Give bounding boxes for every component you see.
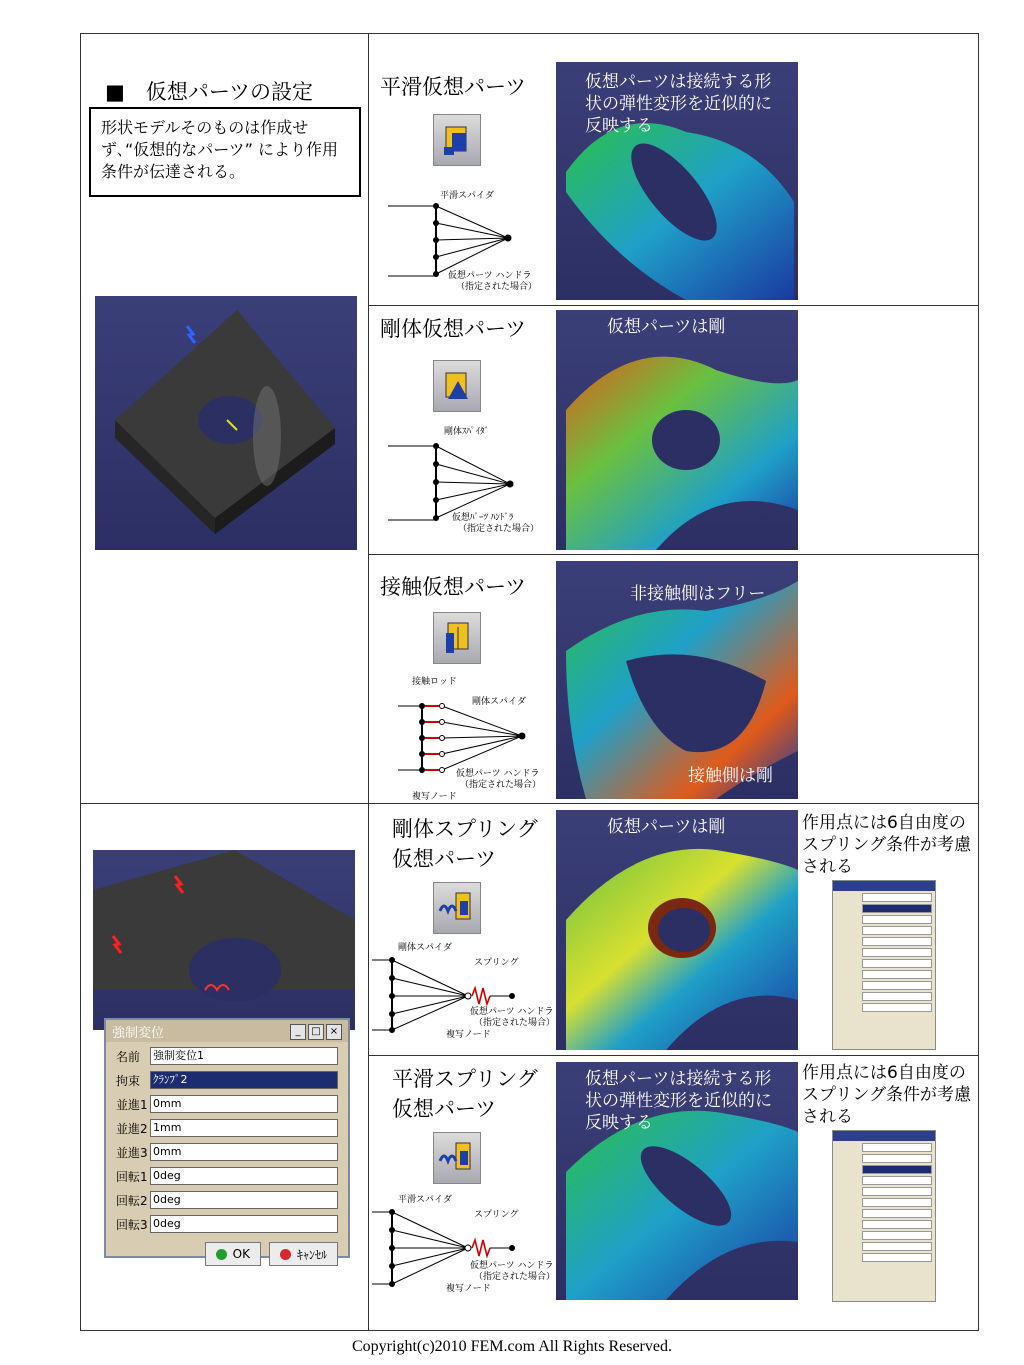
row2-label-spider: 剛体ｽﾊﾟｲﾀﾞ	[444, 427, 490, 437]
mini-label	[836, 992, 862, 1001]
mini-row	[836, 1209, 932, 1218]
maximize-icon[interactable]: □	[308, 1024, 324, 1040]
mini-dialog-title-bar	[833, 1131, 935, 1141]
field-label: 並進2	[116, 1121, 148, 1136]
mini-label	[836, 926, 862, 935]
mini-value	[862, 1187, 932, 1196]
field-label: 回転3	[116, 1217, 148, 1232]
translation3-field[interactable]: 0mm	[150, 1143, 338, 1161]
row4-label-spider: 剛体スパイダ	[398, 943, 453, 953]
mini-row	[836, 1176, 932, 1185]
mini-row	[836, 1231, 932, 1240]
mini-value	[862, 1003, 932, 1012]
mini-label	[836, 1242, 862, 1251]
mini-row	[836, 937, 932, 946]
forced-displacement-dialog	[104, 1018, 350, 1262]
mini-row	[836, 981, 932, 990]
rotation2-field[interactable]: 0deg	[150, 1191, 338, 1209]
dialog-title-bar	[106, 1020, 348, 1042]
row5-label-specified: （指定された場合）	[474, 1272, 556, 1282]
mini-value	[862, 1165, 932, 1174]
mini-label	[836, 1198, 862, 1207]
field-row-translation3	[116, 1142, 338, 1162]
mini-value	[862, 948, 932, 957]
row4-overlay-text: 仮想パーツは剛	[607, 817, 726, 837]
copyright-text: Copyright(c)2010 FEM.com All Rights Reserved.	[352, 1338, 672, 1355]
mini-label	[836, 948, 862, 957]
mini-label	[836, 1209, 862, 1218]
field-row-translation1	[116, 1094, 338, 1114]
row5-spring-dialog-thumbnail	[832, 1130, 936, 1302]
mini-row	[836, 992, 932, 1001]
mini-value	[862, 1143, 932, 1152]
cancel-icon	[280, 1249, 291, 1260]
table-divider-h1	[368, 305, 979, 306]
ok-button[interactable]	[205, 1242, 261, 1266]
row5-label-spider: 平滑スパイダ	[398, 1195, 453, 1205]
mini-row	[836, 1242, 932, 1251]
mini-row	[836, 1253, 932, 1262]
row5-overlay-text: 仮想パーツは接続する形状の弾性変形を近似的に反映する	[585, 1069, 772, 1133]
row4-spring-dialog-thumbnail	[832, 880, 936, 1050]
cancel-label: ｷｬﾝｾﾙ	[296, 1247, 327, 1262]
minimize-icon[interactable]: _	[290, 1024, 306, 1040]
table-border-left	[80, 33, 81, 1331]
row3-overlay-top: 非接触側はフリー	[630, 584, 766, 604]
row5-title-line2: 仮想パーツ	[392, 1097, 497, 1121]
mini-value	[862, 1242, 932, 1251]
table-divider-vertical	[368, 33, 369, 1331]
mini-row	[836, 1187, 932, 1196]
row4-side-note: 作用点には6自由度のスプリング条件が考慮される	[802, 813, 971, 877]
row1-label-spider: 平滑スパイダ	[440, 191, 495, 201]
table-divider-h2	[368, 554, 979, 555]
row4-label-handler: 仮想パーツ ハンドラ	[470, 1007, 554, 1017]
mini-label	[836, 1187, 862, 1196]
table-divider-h4	[368, 1055, 979, 1056]
row4-fem-image	[556, 810, 798, 1050]
row3-title: 接触仮想パーツ	[380, 575, 527, 599]
row5-title-line1: 平滑スプリング	[392, 1067, 538, 1091]
table-border-bottom	[80, 1330, 979, 1331]
mini-row	[836, 959, 932, 968]
mini-value	[862, 959, 932, 968]
ok-label: OK	[232, 1247, 250, 1261]
row2-title: 剛体仮想パーツ	[380, 317, 527, 341]
row5-label-spring: スプリング	[474, 1210, 519, 1220]
mini-label	[836, 893, 862, 902]
row3-overlay-bottom: 接触側は剛	[688, 766, 773, 786]
translation2-field[interactable]: 1mm	[150, 1119, 338, 1137]
mini-label	[836, 959, 862, 968]
mini-value	[862, 1209, 932, 1218]
mini-value	[862, 992, 932, 1001]
row3-label-spider: 剛体スパイダ	[472, 697, 527, 707]
mini-value	[862, 1220, 932, 1229]
mini-label	[836, 1003, 862, 1012]
mini-row	[836, 1154, 932, 1163]
row5-side-note: 作用点には6自由度のスプリング条件が考慮される	[802, 1063, 971, 1127]
mini-label	[836, 1143, 862, 1152]
rigid-spring-virtual-part-icon[interactable]	[433, 882, 481, 934]
rotation1-field[interactable]: 0deg	[150, 1167, 338, 1185]
row4-label-spring: スプリング	[474, 958, 519, 968]
mini-row	[836, 1143, 932, 1152]
mini-label	[836, 1176, 862, 1185]
mini-value	[862, 1198, 932, 1207]
field-label: 並進1	[116, 1097, 148, 1112]
mini-label	[836, 981, 862, 990]
mini-value	[862, 926, 932, 935]
description-box	[89, 107, 361, 197]
table-border-top	[80, 33, 979, 34]
row2-overlay-text: 仮想パーツは剛	[607, 317, 726, 337]
field-label: 回転2	[116, 1193, 148, 1208]
ok-icon	[216, 1249, 227, 1260]
mini-row	[836, 926, 932, 935]
mini-row	[836, 970, 932, 979]
row2-label-specified: （指定された場合）	[458, 524, 540, 534]
field-label: 拘束	[116, 1073, 141, 1088]
mini-dialog-title-bar	[833, 881, 935, 891]
row3-label-rod: 接触ロッド	[412, 677, 457, 687]
translation1-field[interactable]: 0mm	[150, 1095, 338, 1113]
field-label: 回転1	[116, 1169, 148, 1184]
mini-value	[862, 981, 932, 990]
row1-title: 平滑仮想パーツ	[380, 75, 527, 99]
mini-label	[836, 937, 862, 946]
window-controls	[288, 1023, 342, 1040]
mini-label	[836, 915, 862, 924]
mini-label	[836, 1165, 862, 1174]
row1-overlay-text: 仮想パーツは接続する形状の弾性変形を近似的に反映する	[585, 72, 772, 136]
row3-label-copy-node: 複写ノード	[412, 792, 457, 802]
mini-row	[836, 904, 932, 913]
mini-label	[836, 1253, 862, 1262]
dialog-title: 強制変位	[112, 1025, 165, 1041]
field-row-rotation2	[116, 1190, 338, 1210]
plate-spring-image	[93, 850, 355, 1030]
mini-value	[862, 970, 932, 979]
field-row-name	[116, 1046, 338, 1066]
row2-label-handler: 仮想ﾊﾟｰﾂ ﾊﾝﾄﾞﾗ	[452, 513, 514, 523]
mini-label	[836, 1154, 862, 1163]
mini-value	[862, 904, 932, 913]
constraint-field[interactable]: ｸﾗﾝﾌﾟ2	[150, 1071, 338, 1089]
field-row-translation2	[116, 1118, 338, 1138]
table-border-right	[978, 33, 979, 1331]
mini-value	[862, 915, 932, 924]
row3-label-specified: （指定された場合）	[460, 780, 542, 790]
contact-virtual-part-icon[interactable]	[433, 612, 481, 664]
mini-row	[836, 915, 932, 924]
row5-label-handler: 仮想パーツ ハンドラ	[470, 1261, 554, 1271]
mini-value	[862, 937, 932, 946]
rigid-virtual-part-icon[interactable]	[433, 360, 481, 412]
row4-label-copy-node: 複写ノード	[446, 1030, 491, 1040]
mini-label	[836, 1231, 862, 1240]
smooth-spring-virtual-part-icon[interactable]	[433, 1132, 481, 1184]
row3-label-handler: 仮想パーツ ハンドラ	[456, 769, 540, 779]
field-row-rotation1	[116, 1166, 338, 1186]
mini-row	[836, 1003, 932, 1012]
field-row-constraint	[116, 1070, 338, 1090]
mini-value	[862, 1154, 932, 1163]
dialog-button-row	[106, 1242, 338, 1266]
mini-value	[862, 893, 932, 902]
smooth-virtual-part-icon[interactable]	[433, 114, 481, 166]
field-label: 並進3	[116, 1145, 148, 1160]
mini-row	[836, 1220, 932, 1229]
mini-value	[862, 1231, 932, 1240]
mini-label	[836, 904, 862, 913]
section-heading: ■ 仮想パーツの設定	[105, 80, 314, 104]
close-icon[interactable]: ×	[326, 1024, 342, 1040]
row1-label-handler: 仮想パーツ ハンドラ	[448, 271, 532, 281]
row5-label-copy-node: 複写ノード	[446, 1284, 491, 1294]
field-row-rotation3	[116, 1214, 338, 1234]
mini-row	[836, 1198, 932, 1207]
table-divider-h3	[80, 803, 979, 804]
description-text: 形状モデルそのものは作成せず､“仮想的なパーツ” により作用条件が伝達される。	[101, 118, 339, 181]
row1-label-specified: （指定された場合）	[456, 282, 538, 292]
rotation3-field[interactable]: 0deg	[150, 1215, 338, 1233]
mini-row	[836, 948, 932, 957]
row4-label-specified: （指定された場合）	[474, 1018, 556, 1028]
row2-fem-image	[556, 310, 798, 550]
mini-row	[836, 1165, 932, 1174]
mini-row	[836, 893, 932, 902]
name-field[interactable]: 強制変位1	[150, 1047, 338, 1065]
mini-label	[836, 970, 862, 979]
plate-model-image	[95, 296, 357, 550]
mini-value	[862, 1253, 932, 1262]
row4-title-line1: 剛体スプリング	[392, 817, 538, 841]
field-label: 名前	[116, 1049, 141, 1064]
mini-label	[836, 1220, 862, 1229]
cancel-button[interactable]	[269, 1242, 338, 1266]
mini-value	[862, 1176, 932, 1185]
row4-title-line2: 仮想パーツ	[392, 847, 497, 871]
